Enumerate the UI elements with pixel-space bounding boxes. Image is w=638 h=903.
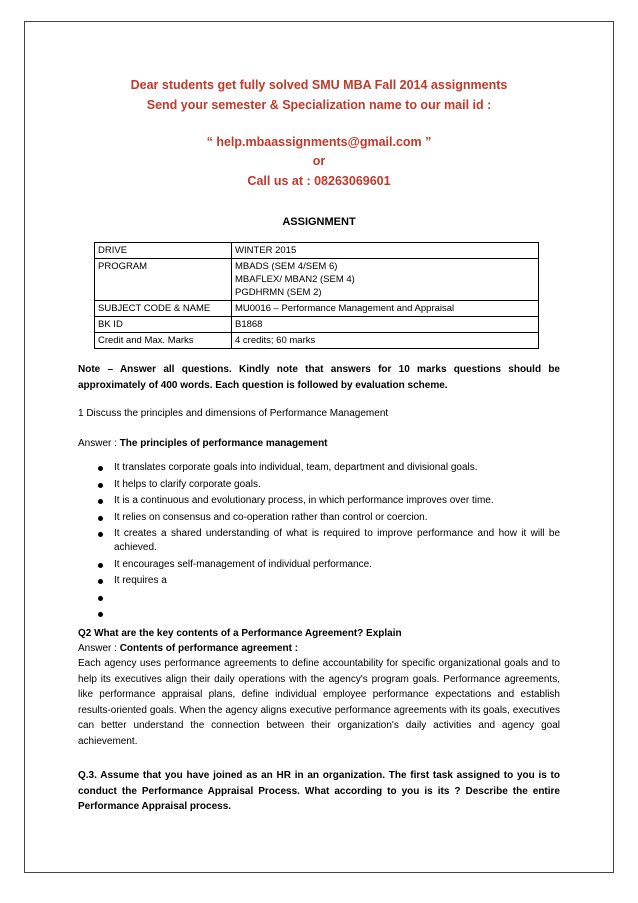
note-paragraph: Note – Answer all questions. Kindly note that answers for 10 marks questions should be approximately of 400 words. Each question is followed by evaluation scheme. (78, 364, 560, 391)
q2-body: Each agency uses performance agreements to define accountability for specific organizational goals and to help its executives align their daily operations with the agency's program goals. Performance agreements, like performance appraisal plans, define individual employee performance expectations and establish results-oriented goals. When the agency aligns executive performance agreements with its goals, executives can better understand the connection between their organization's daily activities and agency goal achievement. (78, 658, 560, 747)
table-row (95, 243, 539, 259)
list-item: It creates a shared understanding of what is required to improve performance and how it will be achieved. (78, 527, 560, 555)
credits-value: 4 credits; 60 marks (232, 333, 539, 349)
credits-label: Credit and Max. Marks (95, 333, 232, 349)
program-value: MBADS (SEM 4/SEM 6) (235, 261, 338, 272)
q1-question: 1 Discuss the principles and dimensions of Performance Management (78, 408, 389, 419)
program-label: PROGRAM (95, 259, 232, 301)
list-item: It requires a (78, 574, 560, 588)
answer-prefix: Answer : (78, 643, 120, 654)
bkid-label: BK ID (95, 317, 232, 333)
header-line-2: Send your semester & Specialization name to our mail id : (146, 98, 492, 112)
q2-answer-line (78, 641, 560, 657)
list-item: It encourages self-management of individual performance. (78, 558, 560, 572)
list-item: It translates corporate goals into individual, team, department and divisional goals. (78, 461, 560, 475)
answer-heading: Contents of performance agreement : (119, 643, 299, 654)
header-or: or (312, 154, 326, 168)
program-value: MBAFLEX/ MBAN2 (SEM 4) (235, 274, 355, 285)
answer-heading: The principles of performance management (119, 438, 328, 449)
list-item (78, 591, 560, 605)
list-item: It is a continuous and evolutionary process, in which performance improves over time. (78, 494, 560, 508)
q1-bullet-list (78, 461, 560, 624)
q1-answer-line (78, 436, 560, 452)
program-value: PGDHRMN (SEM 2) (235, 287, 322, 298)
table-row (95, 301, 539, 317)
q2-question: Q2 What are the key contents of a Performance Agreement? Explain (78, 628, 402, 639)
assignment-title: ASSIGNMENT (282, 216, 356, 228)
drive-label: DRIVE (95, 243, 232, 259)
table-row (95, 259, 539, 301)
answer-prefix: Answer : (78, 438, 120, 449)
list-item (78, 607, 560, 621)
header-line-1: Dear students get fully solved SMU MBA Fall 2014 assignments (130, 78, 508, 92)
table-row (95, 333, 539, 349)
header-call: Call us at : 08263069601 (247, 174, 391, 188)
list-item: It relies on consensus and co-operation rather than control or coercion. (78, 511, 560, 525)
table-row (95, 317, 539, 333)
subject-label: SUBJECT CODE & NAME (95, 301, 232, 317)
assignment-meta-table (94, 242, 539, 349)
program-values (232, 259, 539, 301)
subject-value: MU0016 – Performance Management and Appraisal (232, 301, 539, 317)
q3-question: Q.3. Assume that you have joined as an HR in an organization. The first task assigned to you is to conduct the Performance Appraisal Process. What according to you is its ? Describe the entire Performance Appraisal process. (78, 770, 560, 812)
drive-value: WINTER 2015 (232, 243, 539, 259)
list-item: It helps to clarify corporate goals. (78, 478, 560, 492)
bkid-value: B1868 (232, 317, 539, 333)
header-email: “ help.mbaassignments@gmail.com ” (206, 135, 432, 149)
